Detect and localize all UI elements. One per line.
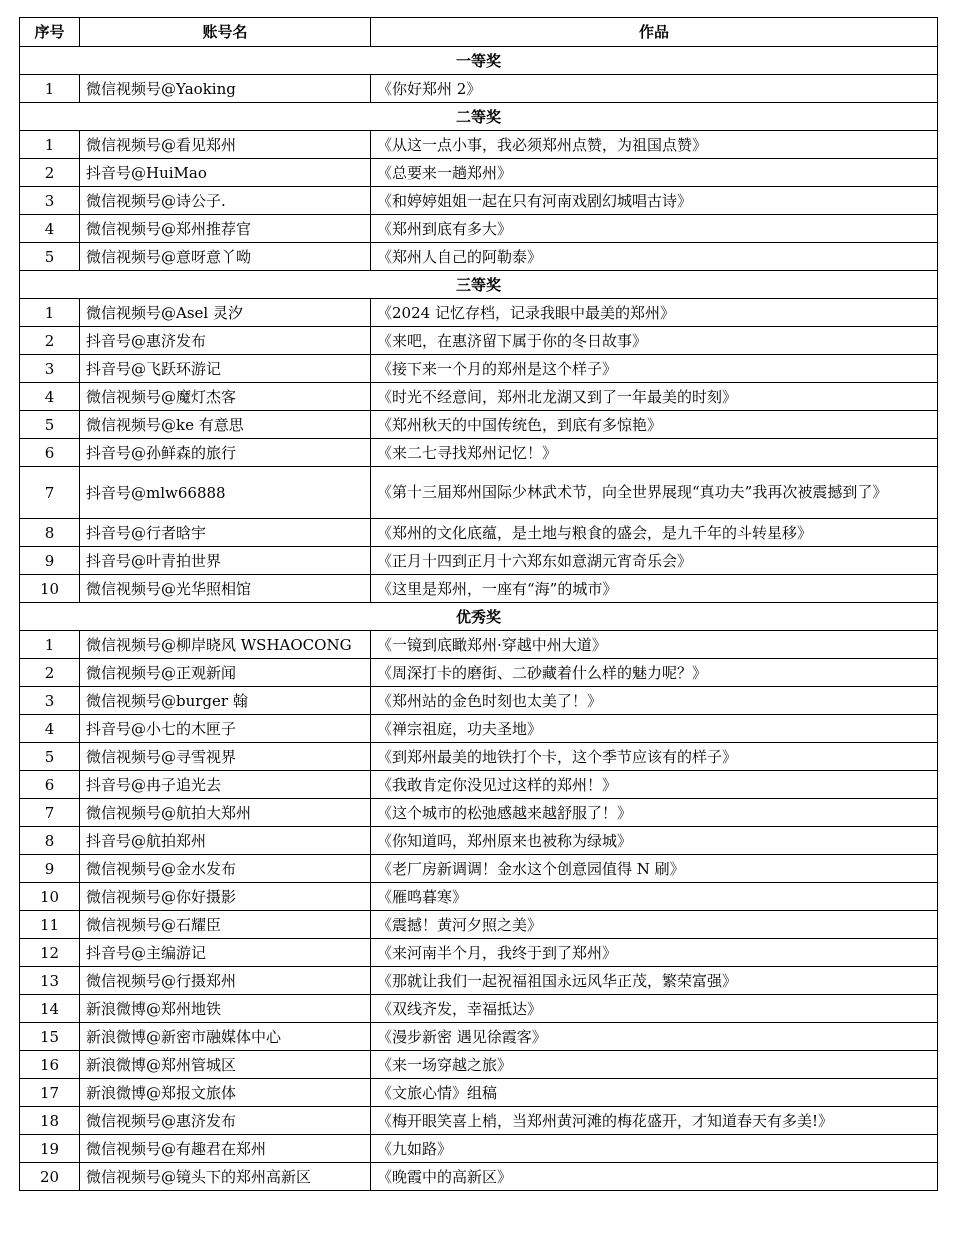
work-title: 《你好郑州 2》 (371, 75, 938, 103)
table-row (20, 743, 938, 771)
table-row (20, 547, 938, 575)
table-row (20, 631, 938, 659)
row-number: 3 (20, 187, 80, 215)
row-number: 17 (20, 1079, 80, 1107)
row-number: 18 (20, 1107, 80, 1135)
row-number: 5 (20, 743, 80, 771)
work-title: 《郑州的文化底蕴，是土地与粮食的盛会，是九千年的斗转星移》 (371, 519, 938, 547)
work-title: 《来二七寻找郑州记忆！》 (371, 439, 938, 467)
table-row (20, 967, 938, 995)
table-row (20, 715, 938, 743)
account-name: 微信视频号@金水发布 (80, 855, 371, 883)
work-title: 《这里是郑州，一座有“海”的城市》 (371, 575, 938, 603)
awards-table (19, 17, 938, 1191)
work-title: 《第十三届郑州国际少林武术节，向全世界展现“真功夫”我再次被震撼到了》 (371, 467, 938, 519)
work-title: 《老厂房新调调！金水这个创意园值得 N 刷》 (371, 855, 938, 883)
work-title: 《接下来一个月的郑州是这个样子》 (371, 355, 938, 383)
account-name: 新浪微博@新密市融媒体中心 (80, 1023, 371, 1051)
table-row (20, 243, 938, 271)
account-name: 微信视频号@柳岸晓风 WSHAOCONG (80, 631, 371, 659)
table-row (20, 327, 938, 355)
work-title: 《漫步新密 遇见徐霞客》 (371, 1023, 938, 1051)
table-row (20, 383, 938, 411)
row-number: 5 (20, 411, 80, 439)
work-title: 《文旅心情》组稿 (371, 1079, 938, 1107)
award-section-title: 三等奖 (20, 271, 938, 299)
account-name: 微信视频号@Yaoking (80, 75, 371, 103)
account-name: 微信视频号@航拍大郑州 (80, 799, 371, 827)
column-header-number: 序号 (20, 18, 80, 47)
account-name: 微信视频号@ke 有意思 (80, 411, 371, 439)
account-name: 抖音号@叶青拍世界 (80, 547, 371, 575)
work-title: 《郑州站的金色时刻也太美了！》 (371, 687, 938, 715)
account-name: 微信视频号@光华照相馆 (80, 575, 371, 603)
column-header-account: 账号名 (80, 18, 371, 47)
account-name: 抖音号@飞跃环游记 (80, 355, 371, 383)
work-title: 《禅宗祖庭，功夫圣地》 (371, 715, 938, 743)
work-title: 《2024 记忆存档，记录我眼中最美的郑州》 (371, 299, 938, 327)
table-row (20, 771, 938, 799)
row-number: 9 (20, 547, 80, 575)
work-title: 《雁鸣暮寒》 (371, 883, 938, 911)
row-number: 19 (20, 1135, 80, 1163)
row-number: 7 (20, 799, 80, 827)
award-section-title: 优秀奖 (20, 603, 938, 631)
table-row (20, 439, 938, 467)
account-name: 微信视频号@镜头下的郑州高新区 (80, 1163, 371, 1191)
table-row (20, 799, 938, 827)
row-number: 8 (20, 519, 80, 547)
row-number: 7 (20, 467, 80, 519)
award-section-title: 二等奖 (20, 103, 938, 131)
table-row (20, 687, 938, 715)
table-row (20, 215, 938, 243)
account-name: 抖音号@小七的木匣子 (80, 715, 371, 743)
award-section-header (20, 47, 938, 75)
work-title: 《一镜到底瞰郑州·穿越中州大道》 (371, 631, 938, 659)
table-row (20, 911, 938, 939)
row-number: 2 (20, 659, 80, 687)
table-body (20, 47, 938, 1191)
work-title: 《晚霞中的高新区》 (371, 1163, 938, 1191)
row-number: 16 (20, 1051, 80, 1079)
work-title: 《来吧，在惠济留下属于你的冬日故事》 (371, 327, 938, 355)
account-name: 抖音号@HuiMao (80, 159, 371, 187)
account-name: 微信视频号@意呀意丫呦 (80, 243, 371, 271)
account-name: 微信视频号@有趣君在郑州 (80, 1135, 371, 1163)
work-title: 《周深打卡的磨街、二砂藏着什么样的魅力呢？》 (371, 659, 938, 687)
work-title: 《正月十四到正月十六郑东如意湖元宵奇乐会》 (371, 547, 938, 575)
row-number: 20 (20, 1163, 80, 1191)
row-number: 12 (20, 939, 80, 967)
table-row (20, 1079, 938, 1107)
account-name: 抖音号@孙鲜森的旅行 (80, 439, 371, 467)
row-number: 6 (20, 771, 80, 799)
work-title: 《郑州秋天的中国传统色，到底有多惊艳》 (371, 411, 938, 439)
account-name: 微信视频号@魔灯杰客 (80, 383, 371, 411)
table-row (20, 519, 938, 547)
work-title: 《总要来一趟郑州》 (371, 159, 938, 187)
account-name: 微信视频号@正观新闻 (80, 659, 371, 687)
row-number: 11 (20, 911, 80, 939)
work-title: 《和婷婷姐姐一起在只有河南戏剧幻城唱古诗》 (371, 187, 938, 215)
row-number: 2 (20, 159, 80, 187)
account-name: 微信视频号@石耀臣 (80, 911, 371, 939)
table-row (20, 827, 938, 855)
table-row (20, 883, 938, 911)
work-title: 《时光不经意间，郑州北龙湖又到了一年最美的时刻》 (371, 383, 938, 411)
account-name: 微信视频号@你好摄影 (80, 883, 371, 911)
account-name: 新浪微博@郑州地铁 (80, 995, 371, 1023)
award-section-header (20, 603, 938, 631)
row-number: 13 (20, 967, 80, 995)
award-section-header (20, 103, 938, 131)
table-row (20, 299, 938, 327)
row-number: 1 (20, 131, 80, 159)
account-name: 抖音号@主编游记 (80, 939, 371, 967)
account-name: 微信视频号@burger 翰 (80, 687, 371, 715)
table-row (20, 855, 938, 883)
table-row (20, 159, 938, 187)
row-number: 1 (20, 75, 80, 103)
table-row (20, 355, 938, 383)
account-name: 抖音号@冉子追光去 (80, 771, 371, 799)
work-title: 《郑州人自己的阿勒泰》 (371, 243, 938, 271)
work-title: 《那就让我们一起祝福祖国永远风华正茂，繁荣富强》 (371, 967, 938, 995)
account-name: 抖音号@惠济发布 (80, 327, 371, 355)
table-row (20, 187, 938, 215)
account-name: 新浪微博@郑报文旅体 (80, 1079, 371, 1107)
row-number: 10 (20, 883, 80, 911)
row-number: 1 (20, 299, 80, 327)
column-header-work: 作品 (371, 18, 938, 47)
row-number: 3 (20, 687, 80, 715)
row-number: 4 (20, 215, 80, 243)
account-name: 微信视频号@看见郑州 (80, 131, 371, 159)
work-title: 《郑州到底有多大》 (371, 215, 938, 243)
row-number: 1 (20, 631, 80, 659)
table-row (20, 1135, 938, 1163)
account-name: 新浪微博@郑州管城区 (80, 1051, 371, 1079)
work-title: 《震撼！黄河夕照之美》 (371, 911, 938, 939)
row-number: 6 (20, 439, 80, 467)
row-number: 15 (20, 1023, 80, 1051)
work-title: 《到郑州最美的地铁打个卡，这个季节应该有的样子》 (371, 743, 938, 771)
account-name: 微信视频号@惠济发布 (80, 1107, 371, 1135)
row-number: 2 (20, 327, 80, 355)
work-title: 《我敢肯定你没见过这样的郑州！》 (371, 771, 938, 799)
work-title: 《从这一点小事，我必须郑州点赞，为祖国点赞》 (371, 131, 938, 159)
work-title: 《来河南半个月，我终于到了郑州》 (371, 939, 938, 967)
table-row (20, 1023, 938, 1051)
account-name: 微信视频号@郑州推荐官 (80, 215, 371, 243)
table-row (20, 131, 938, 159)
account-name: 微信视频号@寻雪视界 (80, 743, 371, 771)
table-row (20, 411, 938, 439)
table-header (20, 18, 938, 47)
account-name: 微信视频号@Asel 灵汐 (80, 299, 371, 327)
row-number: 3 (20, 355, 80, 383)
table-row (20, 1163, 938, 1191)
row-number: 4 (20, 383, 80, 411)
row-number: 9 (20, 855, 80, 883)
award-section-title: 一等奖 (20, 47, 938, 75)
table-row (20, 1051, 938, 1079)
table-row (20, 467, 938, 519)
work-title: 《你知道吗，郑州原来也被称为绿城》 (371, 827, 938, 855)
table-row (20, 75, 938, 103)
table-row (20, 1107, 938, 1135)
row-number: 14 (20, 995, 80, 1023)
work-title: 《双线齐发，幸福抵达》 (371, 995, 938, 1023)
work-title: 《梅开眼笑喜上梢，当郑州黄河滩的梅花盛开，才知道春天有多美!》 (371, 1107, 938, 1135)
table-row (20, 939, 938, 967)
work-title: 《这个城市的松弛感越来越舒服了！》 (371, 799, 938, 827)
work-title: 《来一场穿越之旅》 (371, 1051, 938, 1079)
work-title: 《九如路》 (371, 1135, 938, 1163)
table-row (20, 575, 938, 603)
account-name: 微信视频号@诗公子. (80, 187, 371, 215)
row-number: 5 (20, 243, 80, 271)
account-name: 微信视频号@行摄郑州 (80, 967, 371, 995)
row-number: 8 (20, 827, 80, 855)
account-name: 抖音号@航拍郑州 (80, 827, 371, 855)
row-number: 10 (20, 575, 80, 603)
account-name: 抖音号@mlw66888 (80, 467, 371, 519)
table-row (20, 995, 938, 1023)
award-section-header (20, 271, 938, 299)
account-name: 抖音号@行者晗宇 (80, 519, 371, 547)
row-number: 4 (20, 715, 80, 743)
table-row (20, 659, 938, 687)
